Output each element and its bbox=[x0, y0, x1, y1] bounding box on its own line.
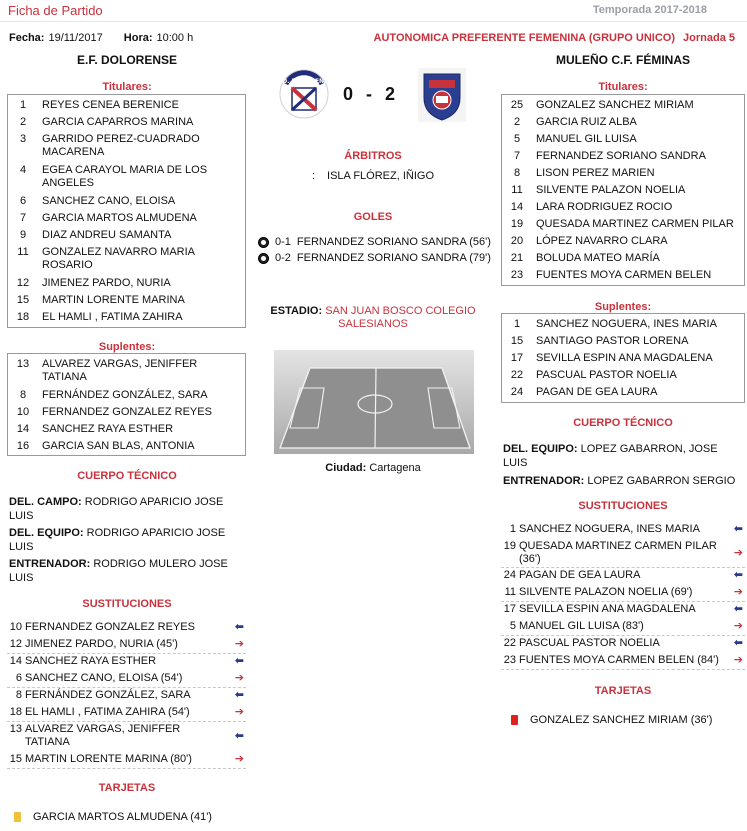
scoreboard bbox=[343, 84, 396, 105]
arrow-right-icon: ➔ bbox=[733, 586, 743, 598]
sub-number: 8 bbox=[15, 689, 22, 701]
away-cards-heading: TARJETAS bbox=[594, 685, 652, 697]
staff-entry bbox=[9, 557, 246, 585]
player-name[interactable]: ALVAREZ VARGAS, JENIFFER TATIANA bbox=[42, 358, 198, 383]
match-meta bbox=[9, 32, 211, 44]
soccer-ball-icon bbox=[258, 237, 269, 248]
player-name[interactable]: GARCIA SAN BLAS, ANTONIA bbox=[42, 440, 195, 452]
substitution-row bbox=[501, 585, 745, 602]
substitution-row bbox=[7, 722, 246, 752]
player-name[interactable]: MARTIN LORENTE MARINA bbox=[42, 294, 185, 306]
sub-number: 11 bbox=[504, 586, 516, 598]
player-row bbox=[8, 97, 245, 114]
sub-player-name[interactable]: MARTIN LORENTE MARINA (80') bbox=[25, 753, 192, 765]
competition-info bbox=[374, 32, 735, 44]
arrow-right-icon: ➔ bbox=[234, 706, 244, 718]
home-crest-icon bbox=[278, 66, 330, 122]
arrow-right-icon: ➔ bbox=[733, 654, 743, 666]
sub-number: 1 bbox=[509, 523, 516, 535]
substitution-row bbox=[7, 688, 246, 705]
player-row bbox=[8, 356, 245, 387]
substitution-row bbox=[501, 602, 745, 619]
staff-name: RODRIGO APARICIO JOSE LUIS bbox=[9, 496, 224, 522]
player-name[interactable]: PASCUAL PASTOR NOELIA bbox=[536, 369, 677, 381]
substitution-row bbox=[7, 654, 246, 671]
stadium bbox=[268, 305, 478, 331]
sub-number: 19 bbox=[503, 540, 516, 552]
sub-player-name[interactable]: SEVILLA ESPIN ANA MAGDALENA bbox=[519, 603, 696, 615]
player-row bbox=[502, 233, 744, 250]
player-number: 13 bbox=[16, 358, 30, 370]
away-subs-heading: SUSTITUCIONES bbox=[578, 500, 668, 512]
substitution-row bbox=[501, 619, 745, 636]
player-row bbox=[8, 162, 245, 193]
player-row bbox=[502, 216, 744, 233]
referee-prefix: : bbox=[311, 170, 316, 182]
arrow-left-icon: ⬅ bbox=[234, 689, 244, 701]
goal-row bbox=[258, 252, 491, 264]
player-row bbox=[502, 333, 744, 350]
sub-number: 5 bbox=[509, 620, 516, 632]
home-bench-list bbox=[7, 353, 246, 456]
player-row bbox=[502, 267, 744, 284]
away-subs-list bbox=[501, 522, 745, 670]
sub-number: 6 bbox=[15, 672, 22, 684]
player-row bbox=[8, 210, 245, 227]
staff-entry bbox=[9, 495, 246, 523]
player-row bbox=[502, 199, 744, 216]
player-name[interactable]: GONZALEZ SANCHEZ MIRIAM bbox=[536, 99, 694, 111]
away-score: 2 bbox=[385, 84, 397, 104]
player-name[interactable]: PAGAN DE GEA LAURA bbox=[536, 386, 658, 398]
staff-role: DEL. EQUIPO: bbox=[503, 443, 578, 455]
sub-player-name[interactable]: FERNÁNDEZ GONZÁLEZ, SARA bbox=[25, 689, 191, 701]
sub-player-name[interactable]: PAGAN DE GEA LAURA bbox=[519, 569, 641, 581]
player-row bbox=[502, 367, 744, 384]
player-number: 1 bbox=[19, 99, 27, 111]
staff-name: LOPEZ GABARRON, JOSE LUIS bbox=[503, 443, 718, 469]
home-team-crest bbox=[278, 66, 330, 122]
player-row bbox=[502, 350, 744, 367]
away-staff-list bbox=[503, 442, 745, 492]
player-number: 18 bbox=[16, 311, 30, 323]
player-name[interactable]: GARCIA MARTOS ALMUDENA bbox=[42, 212, 197, 224]
player-name[interactable]: FUENTES MOYA CARMEN BELEN bbox=[536, 269, 712, 281]
player-number: 24 bbox=[510, 386, 524, 398]
player-number: 8 bbox=[19, 389, 27, 401]
score-separator: - bbox=[366, 84, 374, 104]
away-bench-list bbox=[501, 313, 745, 403]
player-name[interactable]: LISON PEREZ MARIEN bbox=[536, 167, 655, 179]
player-number: 8 bbox=[513, 167, 521, 179]
arrow-left-icon: ⬅ bbox=[733, 603, 743, 615]
player-number: 17 bbox=[510, 352, 524, 364]
top-bar bbox=[0, 0, 747, 22]
home-starters-heading: Titulares: bbox=[102, 81, 152, 93]
home-subs-heading: SUSTITUCIONES bbox=[82, 598, 172, 610]
referee-name: ISLA FLÓREZ, IÑIGO bbox=[327, 170, 435, 182]
player-row bbox=[8, 421, 245, 438]
sub-number: 22 bbox=[503, 637, 516, 649]
player-number: 4 bbox=[19, 164, 27, 176]
sub-number: 12 bbox=[9, 638, 22, 650]
staff-role: ENTRENADOR: bbox=[9, 558, 91, 570]
player-name[interactable]: QUESADA MARTINEZ CARMEN PILAR bbox=[536, 218, 734, 230]
arrow-right-icon: ➔ bbox=[234, 753, 244, 765]
staff-name: LOPEZ GABARRON SERGIO bbox=[587, 475, 736, 487]
player-number: 19 bbox=[510, 218, 524, 230]
player-row bbox=[8, 244, 245, 275]
matchday: Jornada 5 bbox=[683, 32, 735, 44]
city-label: Ciudad: bbox=[325, 462, 367, 474]
home-staff-heading: CUERPO TÉCNICO bbox=[77, 470, 177, 482]
away-starters-list bbox=[501, 94, 745, 286]
card-row bbox=[14, 811, 212, 823]
goal-score: 0-1 bbox=[275, 236, 291, 248]
player-number: 2 bbox=[19, 116, 27, 128]
season-label[interactable]: Temporada 2017-2018 bbox=[592, 4, 707, 16]
arrow-right-icon: ➔ bbox=[733, 620, 743, 632]
home-score: 0 bbox=[343, 84, 355, 104]
player-row bbox=[8, 275, 245, 292]
player-number: 12 bbox=[16, 277, 30, 289]
staff-entry bbox=[503, 442, 745, 470]
sub-player-name[interactable]: PASCUAL PASTOR NOELIA bbox=[519, 637, 660, 649]
player-name[interactable]: LARA RODRIGUEZ ROCIO bbox=[536, 201, 673, 213]
sub-number: 14 bbox=[9, 655, 22, 667]
sub-number: 18 bbox=[9, 706, 22, 718]
page-title: Ficha de Partido bbox=[8, 3, 103, 18]
player-number: 14 bbox=[16, 423, 30, 435]
staff-entry bbox=[503, 474, 745, 488]
staff-role: DEL. CAMPO: bbox=[9, 496, 82, 508]
sub-player-name[interactable]: MANUEL GIL LUISA (83') bbox=[519, 620, 644, 632]
player-name[interactable]: LÓPEZ NAVARRO CLARA bbox=[536, 235, 668, 247]
player-name[interactable]: SANCHEZ CANO, ELOISA bbox=[42, 195, 176, 207]
player-number: 6 bbox=[19, 195, 27, 207]
player-name[interactable]: DIAZ ANDREU SAMANTA bbox=[42, 229, 172, 241]
player-row bbox=[502, 131, 744, 148]
sub-player-name[interactable]: SANCHEZ RAYA ESTHER bbox=[25, 655, 157, 667]
player-name[interactable]: FERNANDEZ SORIANO SANDRA bbox=[536, 150, 706, 162]
player-row bbox=[502, 97, 744, 114]
sub-player-name[interactable]: ALVAREZ VARGAS, JENIFFER TATIANA bbox=[25, 723, 181, 748]
goal-row bbox=[258, 236, 491, 248]
player-row bbox=[8, 438, 245, 455]
player-name[interactable]: SANCHEZ NOGUERA, INES MARIA bbox=[536, 318, 717, 330]
player-number: 1 bbox=[513, 318, 521, 330]
player-name[interactable]: BOLUDA MATEO MARÍA bbox=[536, 252, 660, 264]
arrow-right-icon: ➔ bbox=[733, 547, 743, 559]
substitution-row bbox=[501, 568, 745, 585]
player-row bbox=[502, 316, 744, 333]
player-number: 2 bbox=[513, 116, 521, 128]
city-name: Cartagena bbox=[369, 462, 421, 474]
player-name[interactable]: GONZALEZ NAVARRO MARIA ROSARIO bbox=[42, 246, 195, 271]
card-player: GARCIA MARTOS ALMUDENA (41') bbox=[33, 811, 212, 823]
stadium-pitch-image bbox=[274, 350, 474, 454]
substitution-row bbox=[501, 539, 745, 568]
away-team-name: MULEÑO C.F. FÉMINAS bbox=[556, 53, 690, 67]
player-number: 16 bbox=[16, 440, 30, 452]
home-starters-list bbox=[7, 94, 246, 328]
goal-scorer: FERNANDEZ SORIANO SANDRA (79') bbox=[296, 252, 491, 264]
player-number: 14 bbox=[510, 201, 524, 213]
player-name[interactable]: EL HAMLI , FATIMA ZAHIRA bbox=[42, 311, 183, 323]
player-name[interactable]: GARCIA CAPARROS MARINA bbox=[42, 116, 194, 128]
player-name[interactable]: JIMENEZ PARDO, NURIA bbox=[42, 277, 171, 289]
substitution-row bbox=[7, 752, 246, 769]
sub-player-name[interactable]: SANCHEZ NOGUERA, INES MARIA bbox=[519, 523, 700, 535]
substitution-row bbox=[501, 636, 745, 653]
home-staff-list bbox=[9, 495, 246, 588]
sub-player-name[interactable]: FERNANDEZ GONZALEZ REYES bbox=[25, 621, 195, 633]
player-name[interactable]: SEVILLA ESPIN ANA MAGDALENA bbox=[536, 352, 713, 364]
player-number: 11 bbox=[511, 184, 523, 196]
substitution-row bbox=[7, 705, 246, 722]
goal-score: 0-2 bbox=[275, 252, 291, 264]
red-card-icon bbox=[511, 715, 518, 725]
sub-number: 10 bbox=[9, 621, 22, 633]
arrow-left-icon: ⬅ bbox=[733, 569, 743, 581]
home-team-name: E.F. DOLORENSE bbox=[76, 53, 177, 67]
player-number: 7 bbox=[19, 212, 27, 224]
sub-number: 15 bbox=[9, 753, 22, 765]
player-number: 23 bbox=[510, 269, 524, 281]
player-name[interactable]: REYES CENEA BERENICE bbox=[42, 99, 179, 111]
player-number: 5 bbox=[513, 133, 521, 145]
arrow-left-icon: ⬅ bbox=[234, 621, 244, 633]
referees-heading: ÁRBITROS bbox=[344, 150, 402, 162]
match-time: 10:00 h bbox=[156, 32, 194, 44]
player-row bbox=[8, 387, 245, 404]
sub-number: 13 bbox=[9, 723, 22, 735]
player-name[interactable]: EGEA CARAYOL MARIA DE LOS ANGELES bbox=[42, 164, 208, 189]
sub-number: 24 bbox=[503, 569, 516, 581]
player-row bbox=[502, 182, 744, 199]
home-crest-text: C.D. DOLORENSE bbox=[278, 78, 330, 85]
player-number: 15 bbox=[510, 335, 524, 347]
player-row bbox=[8, 114, 245, 131]
arrow-left-icon: ⬅ bbox=[234, 655, 244, 667]
staff-name: RODRIGO APARICIO JOSE LUIS bbox=[9, 527, 226, 553]
staff-role: DEL. EQUIPO: bbox=[9, 527, 84, 539]
arrow-left-icon: ⬅ bbox=[733, 523, 743, 535]
player-name[interactable]: GARCIA RUIZ ALBA bbox=[536, 116, 637, 128]
away-staff-heading: CUERPO TÉCNICO bbox=[573, 417, 673, 429]
player-name[interactable]: SANCHEZ RAYA ESTHER bbox=[42, 423, 174, 435]
arrow-right-icon: ➔ bbox=[234, 672, 244, 684]
sub-player-name[interactable]: FUENTES MOYA CARMEN BELEN (84') bbox=[519, 654, 719, 666]
referee bbox=[272, 170, 474, 182]
player-row bbox=[502, 165, 744, 182]
player-row bbox=[8, 193, 245, 210]
player-number: 15 bbox=[16, 294, 30, 306]
player-number: 7 bbox=[513, 150, 521, 162]
home-bench-heading: Suplentes: bbox=[98, 341, 156, 353]
away-starters-heading: Titulares: bbox=[598, 81, 648, 93]
arrow-left-icon: ⬅ bbox=[733, 637, 743, 649]
staff-role: ENTRENADOR: bbox=[503, 475, 585, 487]
soccer-ball-icon bbox=[258, 253, 269, 264]
substitution-row bbox=[501, 522, 745, 539]
time-label: Hora: bbox=[123, 32, 153, 44]
substitution-row bbox=[7, 637, 246, 654]
sub-number: 23 bbox=[503, 654, 516, 666]
player-row bbox=[502, 114, 744, 131]
player-number: 10 bbox=[16, 406, 30, 418]
player-row bbox=[502, 384, 744, 401]
player-number: 21 bbox=[510, 252, 524, 264]
player-name[interactable]: FERNÁNDEZ GONZÁLEZ, SARA bbox=[42, 389, 208, 401]
home-subs-list bbox=[7, 620, 246, 769]
stadium-name[interactable]: SAN JUAN BOSCO COLEGIO SALESIANOS bbox=[325, 305, 476, 330]
card-player: GONZALEZ SANCHEZ MIRIAM (36') bbox=[530, 714, 713, 726]
player-number: 25 bbox=[510, 99, 524, 111]
sub-player-name[interactable]: SILVENTE PALAZON NOELIA (69') bbox=[519, 586, 693, 598]
city bbox=[272, 462, 474, 474]
player-row bbox=[8, 404, 245, 421]
player-row bbox=[8, 131, 245, 162]
staff-name: RODRIGO MULERO JOSE LUIS bbox=[9, 558, 228, 584]
home-cards-heading: TARJETAS bbox=[98, 782, 156, 794]
goals-heading: GOLES bbox=[353, 211, 393, 223]
card-row bbox=[511, 714, 712, 726]
goal-scorer: FERNANDEZ SORIANO SANDRA (56') bbox=[296, 236, 491, 248]
away-team-crest bbox=[418, 68, 466, 122]
player-number: 9 bbox=[19, 229, 27, 241]
pitch-icon bbox=[274, 350, 474, 454]
away-crest-icon bbox=[418, 68, 466, 122]
player-name[interactable]: FERNANDEZ GONZALEZ REYES bbox=[42, 406, 212, 418]
away-bench-heading: Suplentes: bbox=[594, 301, 652, 313]
sub-player-name[interactable]: SANCHEZ CANO, ELOISA (54') bbox=[25, 672, 183, 684]
player-name[interactable]: SANTIAGO PASTOR LORENA bbox=[536, 335, 689, 347]
staff-entry bbox=[9, 526, 246, 554]
player-row bbox=[502, 250, 744, 267]
player-number: 3 bbox=[19, 133, 27, 145]
player-number: 20 bbox=[510, 235, 524, 247]
player-row bbox=[8, 309, 245, 326]
substitution-row bbox=[501, 653, 745, 670]
player-name[interactable]: GARRIDO PEREZ-CUADRADO MACARENA bbox=[42, 133, 200, 158]
player-number: 11 bbox=[17, 246, 29, 258]
yellow-card-icon bbox=[14, 812, 21, 822]
arrow-right-icon: ➔ bbox=[234, 638, 244, 650]
player-row bbox=[502, 148, 744, 165]
player-name[interactable]: SILVENTE PALAZON NOELIA bbox=[536, 184, 686, 196]
stadium-label: ESTADIO: bbox=[270, 305, 323, 317]
sub-player-name[interactable]: JIMENEZ PARDO, NURIA (45') bbox=[25, 638, 178, 650]
substitution-row bbox=[7, 620, 246, 637]
player-name[interactable]: MANUEL GIL LUISA bbox=[536, 133, 637, 145]
competition-name: AUTONOMICA PREFERENTE FEMENINA (GRUPO UNICO) bbox=[373, 32, 676, 44]
player-row bbox=[8, 292, 245, 309]
match-date: 19/11/2017 bbox=[48, 32, 103, 44]
date-label: Fecha: bbox=[9, 32, 45, 44]
player-number: 22 bbox=[510, 369, 524, 381]
sub-player-name[interactable]: EL HAMLI , FATIMA ZAHIRA (54') bbox=[25, 706, 190, 718]
player-row bbox=[8, 227, 245, 244]
substitution-row bbox=[7, 671, 246, 688]
sub-player-name[interactable]: QUESADA MARTINEZ CARMEN PILAR (36') bbox=[519, 540, 717, 565]
sub-number: 17 bbox=[503, 603, 516, 615]
arrow-left-icon: ⬅ bbox=[234, 730, 244, 742]
